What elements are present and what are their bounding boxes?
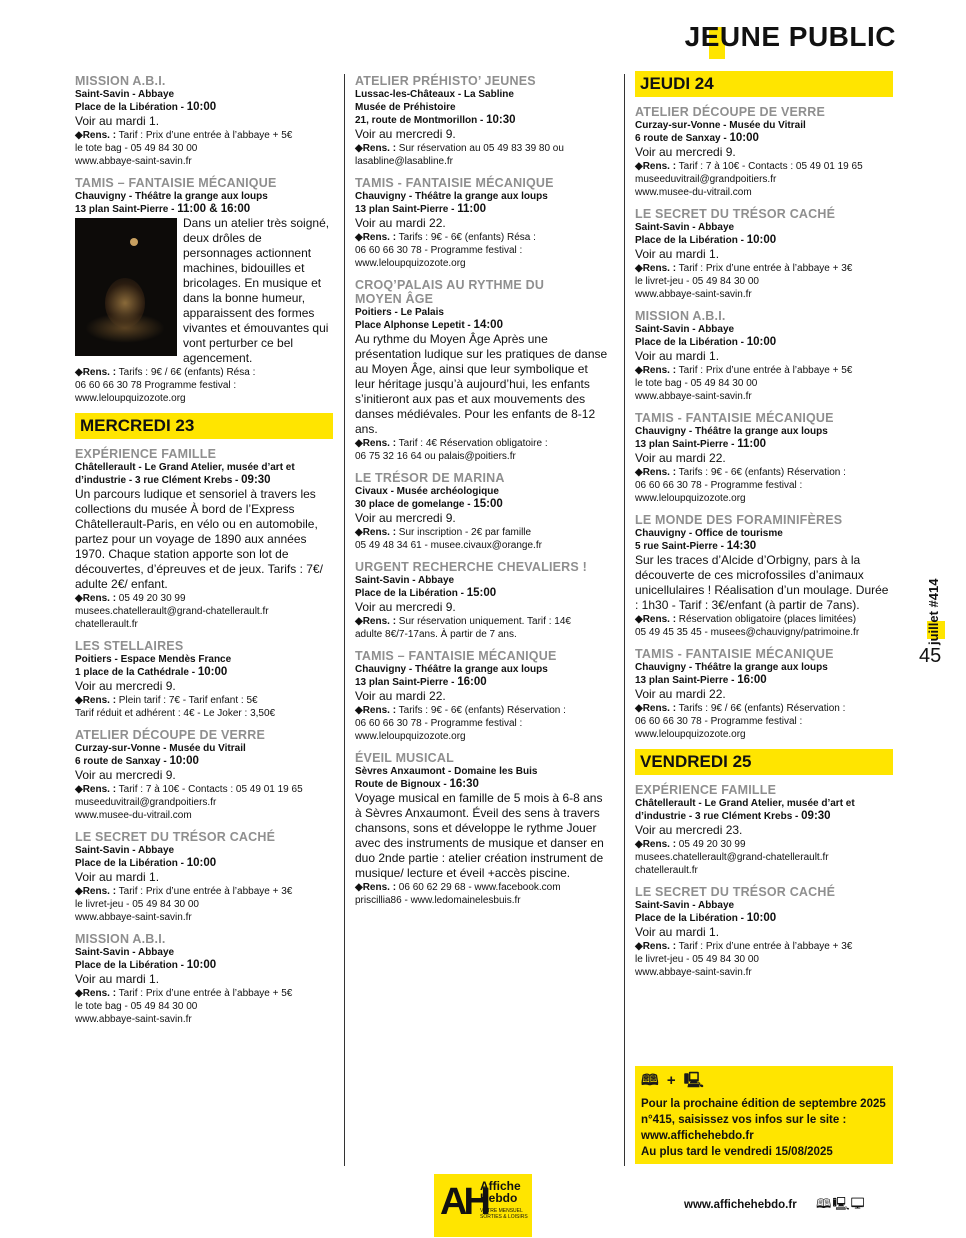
logo-name: Affiche Hebdo [480, 1179, 521, 1205]
logo-tagline: VOTRE MENSUEL SORTIES & LOISIRS [480, 1208, 528, 1220]
event-address: 5 rue Saint-Pierre - 14:30 [635, 540, 757, 552]
event-title: EXPÉRIENCE FAMILLE [75, 447, 217, 461]
event-time: 10:00 [746, 234, 777, 246]
event-venue: Châtellerault - Le Grand Atelier, musée d’art et [75, 462, 295, 473]
event-description: Voir au mardi 1. [635, 349, 720, 363]
event-listing [75, 447, 333, 631]
event-info: le livret-jeu - 05 49 84 30 00 [635, 954, 759, 965]
event-info: ◆Rens. : Tarifs : 9€ / 6€ (enfants) Réservation : [635, 703, 846, 714]
event-time: 11:00 & 16:00 [177, 203, 251, 215]
event-address: 1 place de la Cathédrale - 10:00 [75, 666, 228, 678]
event-link[interactable]: www.abbaye-saint-savin.fr [75, 1014, 192, 1025]
event-info: 06 75 32 16 64 ou palais@poitiers.fr [355, 451, 516, 462]
event-description: Voir au mercredi 9. [355, 127, 456, 141]
event-listing [355, 649, 610, 743]
issue-label: juillet #414 [926, 578, 941, 645]
event-info: ◆Rens. : Tarifs : 9€ - 6€ (enfants) Résa : [355, 232, 536, 243]
event-listing [75, 74, 333, 168]
event-photo [75, 218, 177, 356]
event-info: ◆Rens. : Tarif : 4€ Réservation obligatoire : [355, 438, 548, 449]
column-3 [635, 74, 893, 987]
column-divider [624, 74, 625, 1166]
day-header: MERCREDI 23 [75, 413, 333, 439]
event-info: le tote bag - 05 49 84 30 00 [635, 378, 758, 389]
photo-lamp [130, 238, 138, 246]
event-address: Place de la Libération - 10:00 [75, 959, 217, 971]
event-time: 10:30 [486, 114, 516, 126]
event-venue: Chauvigny - Théâtre la grange aux loups [635, 426, 828, 437]
event-link[interactable]: www.leloupquizozote.org [75, 393, 186, 404]
event-venue: Saint-Savin - Abbaye [635, 222, 735, 233]
event-time: 14:00 [473, 319, 503, 331]
event-info: le tote bag - 05 49 84 30 00 [75, 1001, 198, 1012]
column-2 [355, 74, 610, 915]
event-link[interactable]: www.leloupquizozote.org [355, 731, 466, 742]
event-description: Au rythme du Moyen Âge Après une présentation ludique sur les pratiques de danse au Moyen Âge, ainsi que leur symbolique et leur héritage jusqu’à aujourd’hui, les enfants s’initieront aux pas et aux mouvements des danses médiévales. Pour les enfants de 8-12 ans. [355, 332, 608, 436]
event-info: museeduvitrail@grandpoitiers.fr [635, 174, 777, 185]
event-info: ◆Rens. : Tarif : Prix d’une entrée à l’abbaye + 3€ [635, 263, 853, 274]
event-title: ATELIER PRÉHISTO’ JEUNES [355, 74, 536, 88]
event-info: ◆Rens. : Tarifs : 9€ / 6€ (enfants) Résa : [75, 367, 256, 378]
event-info: museeduvitrail@grandpoitiers.fr [75, 797, 217, 808]
page-number: 45 [919, 645, 942, 667]
event-venue: Civaux - Musée archéologique [355, 486, 499, 497]
event-info: ◆Rens. : Tarif : Prix d’une entrée à l’abbaye + 5€ [635, 365, 853, 376]
section-title: JEUNE PUBLIC [685, 21, 896, 53]
event-description: Un parcours ludique et sensoriel à travers les collections du musée À bord de l’Express Châtellerault-Paris, en vélo ou en automobile, partez pour un voyage de 1890 aux années 1970. Chaque station apporte son lot de découvertes, d’épreuves et de jeux. Tarifs : 7€/ adulte 2€/ enfant. [75, 487, 323, 591]
event-title: MISSION A.B.I. [635, 309, 726, 323]
event-info: le tote bag - 05 49 84 30 00 [75, 143, 198, 154]
event-description: Voir au mardi 1. [75, 870, 160, 884]
event-info: le livret-jeu - 05 49 84 30 00 [635, 276, 759, 287]
event-title: ATELIER DÉCOUPE DE VERRE [635, 105, 826, 119]
event-listing [355, 751, 610, 907]
event-listing [635, 309, 893, 403]
event-listing [355, 278, 610, 463]
event-info: 06 60 66 30 78 - Programme festival : [635, 716, 803, 727]
event-address: 13 plan Saint-Pierre - 11:00 [355, 203, 487, 215]
event-info: ◆Rens. : Tarif : Prix d’une entrée à l’abbaye + 5€ [75, 988, 293, 999]
event-listing [635, 105, 893, 199]
event-description: Voir au mardi 22. [355, 689, 446, 703]
event-venue: Châtellerault - Le Grand Atelier, musée d’art et [635, 798, 855, 809]
event-time: 10:00 [186, 857, 217, 869]
event-title: ÉVEIL MUSICAL [355, 751, 454, 765]
event-venue: Lussac-les-Châteaux - La Sabline [355, 89, 514, 100]
event-listing [355, 176, 610, 270]
event-description: Voir au mardi 22. [355, 216, 446, 230]
event-listing [635, 513, 893, 639]
event-link[interactable]: priscillia86 - www.ledomainelesbuis.fr [355, 895, 521, 906]
event-info: ◆Rens. : Sur réservation au 05 49 83 39 80 ou [355, 143, 564, 154]
promo-text: Pour la prochaine édition de septembre 2025 n°415, saisissez vos infos sur le site : www.affichehebdo.fr [641, 1098, 886, 1142]
event-time: 10:00 [186, 959, 217, 971]
event-info: ◆Rens. : 05 49 20 30 99 [75, 593, 186, 604]
event-venue: Saint-Savin - Abbaye [75, 845, 175, 856]
event-listing [355, 471, 610, 552]
event-venue: Saint-Savin - Abbaye [355, 575, 455, 586]
event-info: ◆Rens. : Tarifs : 9€ - 6€ (enfants) Réservation : [635, 467, 846, 478]
event-listing [635, 411, 893, 505]
event-time: 16:00 [457, 676, 487, 688]
event-title: LE MONDE DES FORAMINIFÈRES [635, 513, 843, 527]
event-info: ◆Rens. : Réservation obligatoire (places limitées) [635, 614, 857, 625]
event-description: Voir au mercredi 9. [75, 679, 176, 693]
event-time: 11:00 [737, 438, 767, 450]
event-title: LES STELLAIRES [75, 639, 184, 653]
event-info: ◆Rens. : 06 60 62 29 68 - www.facebook.com [355, 882, 561, 893]
event-time: 10:00 [197, 666, 228, 678]
event-description: Voir au mercredi 23. [635, 823, 743, 837]
event-address: 13 plan Saint-Pierre - 16:00 [355, 676, 487, 688]
event-time: 14:30 [726, 540, 757, 552]
event-link[interactable]: www.abbaye-saint-savin.fr [75, 156, 192, 167]
event-info: 06 60 66 30 78 - Programme festival : [355, 718, 523, 729]
event-title: CROQ’PALAIS AU RYTHME DU MOYEN ÂGE [355, 278, 545, 306]
event-description: Voir au mardi 22. [635, 451, 726, 465]
footer-website-link[interactable]: www.affichehebdo.fr [684, 1199, 797, 1211]
event-venue: Curzay-sur-Vonne - Musée du Vitrail [75, 743, 246, 754]
event-address: Place de la Libération - 10:00 [75, 101, 217, 113]
event-link[interactable]: chatellerault.fr [635, 865, 698, 876]
event-venue: Poitiers - Le Palais [355, 307, 444, 318]
event-venue: Chauvigny - Théâtre la grange aux loups [355, 191, 548, 202]
event-address: 21, route de Montmorillon - 10:30 [355, 114, 516, 126]
event-title: MISSION A.B.I. [75, 74, 166, 88]
event-description: Voir au mercredi 9. [355, 511, 456, 525]
event-info: ◆Rens. : 05 49 20 30 99 [635, 839, 746, 850]
event-info: 05 49 45 35 45 - musees@chauvigny/patrimoine.fr [635, 627, 860, 638]
event-address: 30 place de gomelange - 15:00 [355, 498, 503, 510]
event-venue: Saint-Savin - Abbaye [635, 900, 735, 911]
column-divider [344, 74, 345, 1166]
event-time: 09:30 [241, 474, 271, 486]
event-venue: Chauvigny - Office de tourisme [635, 528, 783, 539]
event-description: Voir au mardi 1. [75, 972, 160, 986]
event-link[interactable]: www.leloupquizozote.org [635, 729, 746, 740]
event-listing [75, 728, 333, 822]
event-description: Dans un atelier très soigné, deux drôles de personnages actionnent machines, bidouilles et bricolages. En musique et dans la bonne humeur, apparaissent des formes vivantes et émouvantes qui vont perturber ce bel agencement. [183, 216, 330, 365]
event-link[interactable]: www.abbaye-saint-savin.fr [75, 912, 192, 923]
event-address: 13 plan Saint-Pierre - 11:00 [635, 438, 767, 450]
event-address: Place de la Libération - 10:00 [635, 336, 777, 348]
event-title: LE SECRET DU TRÉSOR CACHÉ [75, 830, 276, 844]
photo-stage-light [85, 313, 165, 343]
event-time: 10:00 [169, 755, 199, 767]
event-address: 13 plan Saint-Pierre - 16:00 [635, 674, 767, 686]
event-link[interactable]: chatellerault.fr [75, 619, 138, 630]
event-title: MISSION A.B.I. [75, 932, 166, 946]
event-address: Place de la Libération - 10:00 [635, 234, 777, 246]
event-address: 6 route de Sanxay - 10:00 [75, 755, 199, 767]
event-link[interactable]: www.abbaye-saint-savin.fr [635, 289, 752, 300]
event-title: LE TRÉSOR DE MARINA [355, 471, 505, 485]
event-address: 13 plan Saint-Pierre - 11:00 & 16:00 [75, 203, 251, 215]
event-info: ◆Rens. : Tarifs : 9€ - 6€ (enfants) Réservation : [355, 705, 566, 716]
event-address: 6 route de Sanxay - 10:00 [635, 132, 759, 144]
event-info: 06 60 66 30 78 - Programme festival : [635, 480, 803, 491]
event-info: ◆Rens. : Tarif : 7 à 10€ - Contacts : 05 49 01 19 65 [75, 784, 303, 795]
logo-mark: AH [440, 1181, 487, 1223]
event-listing [635, 885, 893, 979]
event-link[interactable]: www.leloupquizozote.org [355, 258, 466, 269]
event-title: LE SECRET DU TRÉSOR CACHÉ [635, 207, 836, 221]
event-title: LE SECRET DU TRÉSOR CACHÉ [635, 885, 836, 899]
event-info: musees.chatellerault@grand-chatellerault.fr [75, 606, 269, 617]
event-info: adulte 8€/7-17ans. À partir de 7 ans. [355, 629, 517, 640]
event-description: Voir au mercredi 9. [355, 600, 456, 614]
event-description: Voir au mercredi 9. [635, 145, 736, 159]
event-link[interactable]: www.musee-du-vitrail.com [75, 810, 192, 821]
event-time: 10:00 [729, 132, 759, 144]
event-time: 15:00 [466, 587, 497, 599]
event-info: ◆Rens. : Tarif : 7 à 10€ - Contacts : 05 49 01 19 65 [635, 161, 863, 172]
event-info: musees.chatellerault@grand-chatellerault.fr [635, 852, 829, 863]
event-title: EXPÉRIENCE FAMILLE [635, 783, 777, 797]
event-link[interactable]: www.abbaye-saint-savin.fr [635, 967, 752, 978]
event-info: le livret-jeu - 05 49 84 30 00 [75, 899, 199, 910]
event-venue: Chauvigny - Théâtre la grange aux loups [75, 191, 268, 202]
event-title: TAMIS - FANTAISIE MÉCANIQUE [635, 647, 834, 661]
event-info: ◆Rens. : Tarif : Prix d’une entrée à l’abbaye + 5€ [75, 130, 293, 141]
event-address: Place de la Libération - 10:00 [635, 912, 777, 924]
event-venue: Saint-Savin - Abbaye [75, 89, 175, 100]
event-listing [635, 207, 893, 301]
event-venue: Saint-Savin - Abbaye [75, 947, 175, 958]
event-link[interactable]: www.abbaye-saint-savin.fr [635, 391, 752, 402]
event-time: 10:00 [746, 336, 777, 348]
event-listing [75, 639, 333, 720]
event-time: 09:30 [801, 810, 831, 822]
event-address: d’industrie - 3 rue Clément Krebs - 09:30 [635, 810, 831, 822]
event-title: TAMIS - FANTAISIE MÉCANIQUE [355, 176, 554, 190]
event-description: Voyage musical en famille de 5 mois à 6-8 ans à Sèvres Anxaumont. Éveil des sens à travers chansons, sons et développe le rythme Jouer avec des instruments de musique et danser en duo 2nde partie : atelier création instrument de musique/ lecture et éveil +accès piscine. [355, 791, 604, 880]
event-listing [75, 176, 333, 405]
submission-promo [635, 1066, 893, 1164]
event-listing [635, 783, 893, 877]
event-time: 16:30 [449, 778, 479, 790]
promo-deadline: Au plus tard le vendredi 15/08/2025 [641, 1146, 833, 1158]
event-info: ◆Rens. : Sur inscription - 2€ par famille [355, 527, 532, 538]
print-web-icon: 🕮 + 🖳 [641, 1072, 706, 1089]
event-title: TAMIS – FANTAISIE MÉCANIQUE [75, 176, 277, 190]
event-venue: Sèvres Anxaumont - Domaine les Buis [355, 766, 538, 777]
event-description: Voir au mercredi 9. [75, 768, 176, 782]
event-time: 16:00 [737, 674, 767, 686]
event-venue: Curzay-sur-Vonne - Musée du Vitrail [635, 120, 806, 131]
event-address: d’industrie - 3 rue Clément Krebs - 09:30 [75, 474, 271, 486]
event-time: 15:00 [473, 498, 503, 510]
event-title: URGENT RECHERCHE CHEVALIERS ! [355, 560, 587, 574]
event-venue: Saint-Savin - Abbaye [635, 324, 735, 335]
event-venue: Chauvigny - Théâtre la grange aux loups [355, 664, 548, 675]
event-address: Place de la Libération - 15:00 [355, 587, 497, 599]
event-link[interactable]: www.leloupquizozote.org [635, 493, 746, 504]
event-info: Tarif réduit et adhérent : 4€ - Le Joker : 3,50€ [75, 708, 276, 719]
event-listing [355, 560, 610, 641]
day-header: VENDREDI 25 [635, 749, 893, 775]
event-address: Route de Bignoux - 16:30 [355, 778, 479, 790]
event-link[interactable]: www.musee-du-vitrail.com [635, 187, 752, 198]
section-header [685, 16, 896, 58]
event-info: ◆Rens. : Tarif : Prix d’une entrée à l’abbaye + 3€ [635, 941, 853, 952]
event-venue: Chauvigny - Théâtre la grange aux loups [635, 662, 828, 673]
event-title: ATELIER DÉCOUPE DE VERRE [75, 728, 266, 742]
affiche-hebdo-logo [434, 1174, 532, 1237]
event-description: Voir au mardi 1. [635, 925, 720, 939]
event-description: Sur les traces d’Alcide d’Orbigny, pars à la découverte de ces microfossiles d’animaux unicellulaires ! Réalisation d’un moulage. Durée : 1h30 - Tarif : 3€/enfant (à partir de 7ans). [635, 553, 889, 612]
event-address: Place de la Libération - 10:00 [75, 857, 217, 869]
event-info: ◆Rens. : Plein tarif : 7€ - Tarif enfant : 5€ [75, 695, 258, 706]
event-info: 06 60 66 30 78 Programme festival : [75, 380, 237, 391]
event-title: TAMIS - FANTAISIE MÉCANIQUE [635, 411, 834, 425]
event-description: Voir au mardi 1. [635, 247, 720, 261]
event-info: 05 49 48 34 61 - musee.civaux@orange.fr [355, 540, 542, 551]
event-address: Place Alphonse Lepetit - 14:00 [355, 319, 503, 331]
event-description: Voir au mardi 22. [635, 687, 726, 701]
event-time: 10:00 [186, 101, 217, 113]
event-time: 10:00 [746, 912, 777, 924]
media-icons: 🕮🖳🖵 [816, 1196, 866, 1211]
event-listing [355, 74, 610, 168]
event-venue: Poitiers - Espace Mendès France [75, 654, 232, 665]
event-link[interactable]: lasabline@lasabline.fr [355, 156, 453, 167]
event-info: ◆Rens. : Sur réservation uniquement. Tarif : 14€ [355, 616, 571, 627]
column-1 [75, 74, 333, 1034]
event-title: TAMIS – FANTAISIE MÉCANIQUE [355, 649, 557, 663]
event-description: Voir au mardi 1. [75, 114, 160, 128]
event-listing [75, 830, 333, 924]
day-header: JEUDI 24 [635, 71, 893, 97]
event-time: 11:00 [457, 203, 487, 215]
event-info: 06 60 66 30 78 - Programme festival : [355, 245, 523, 256]
event-listing [635, 647, 893, 741]
event-photo-block [75, 216, 333, 366]
event-venue-detail: Musée de Préhistoire [355, 102, 456, 113]
event-listing [75, 932, 333, 1026]
event-info: ◆Rens. : Tarif : Prix d’une entrée à l’abbaye + 3€ [75, 886, 293, 897]
